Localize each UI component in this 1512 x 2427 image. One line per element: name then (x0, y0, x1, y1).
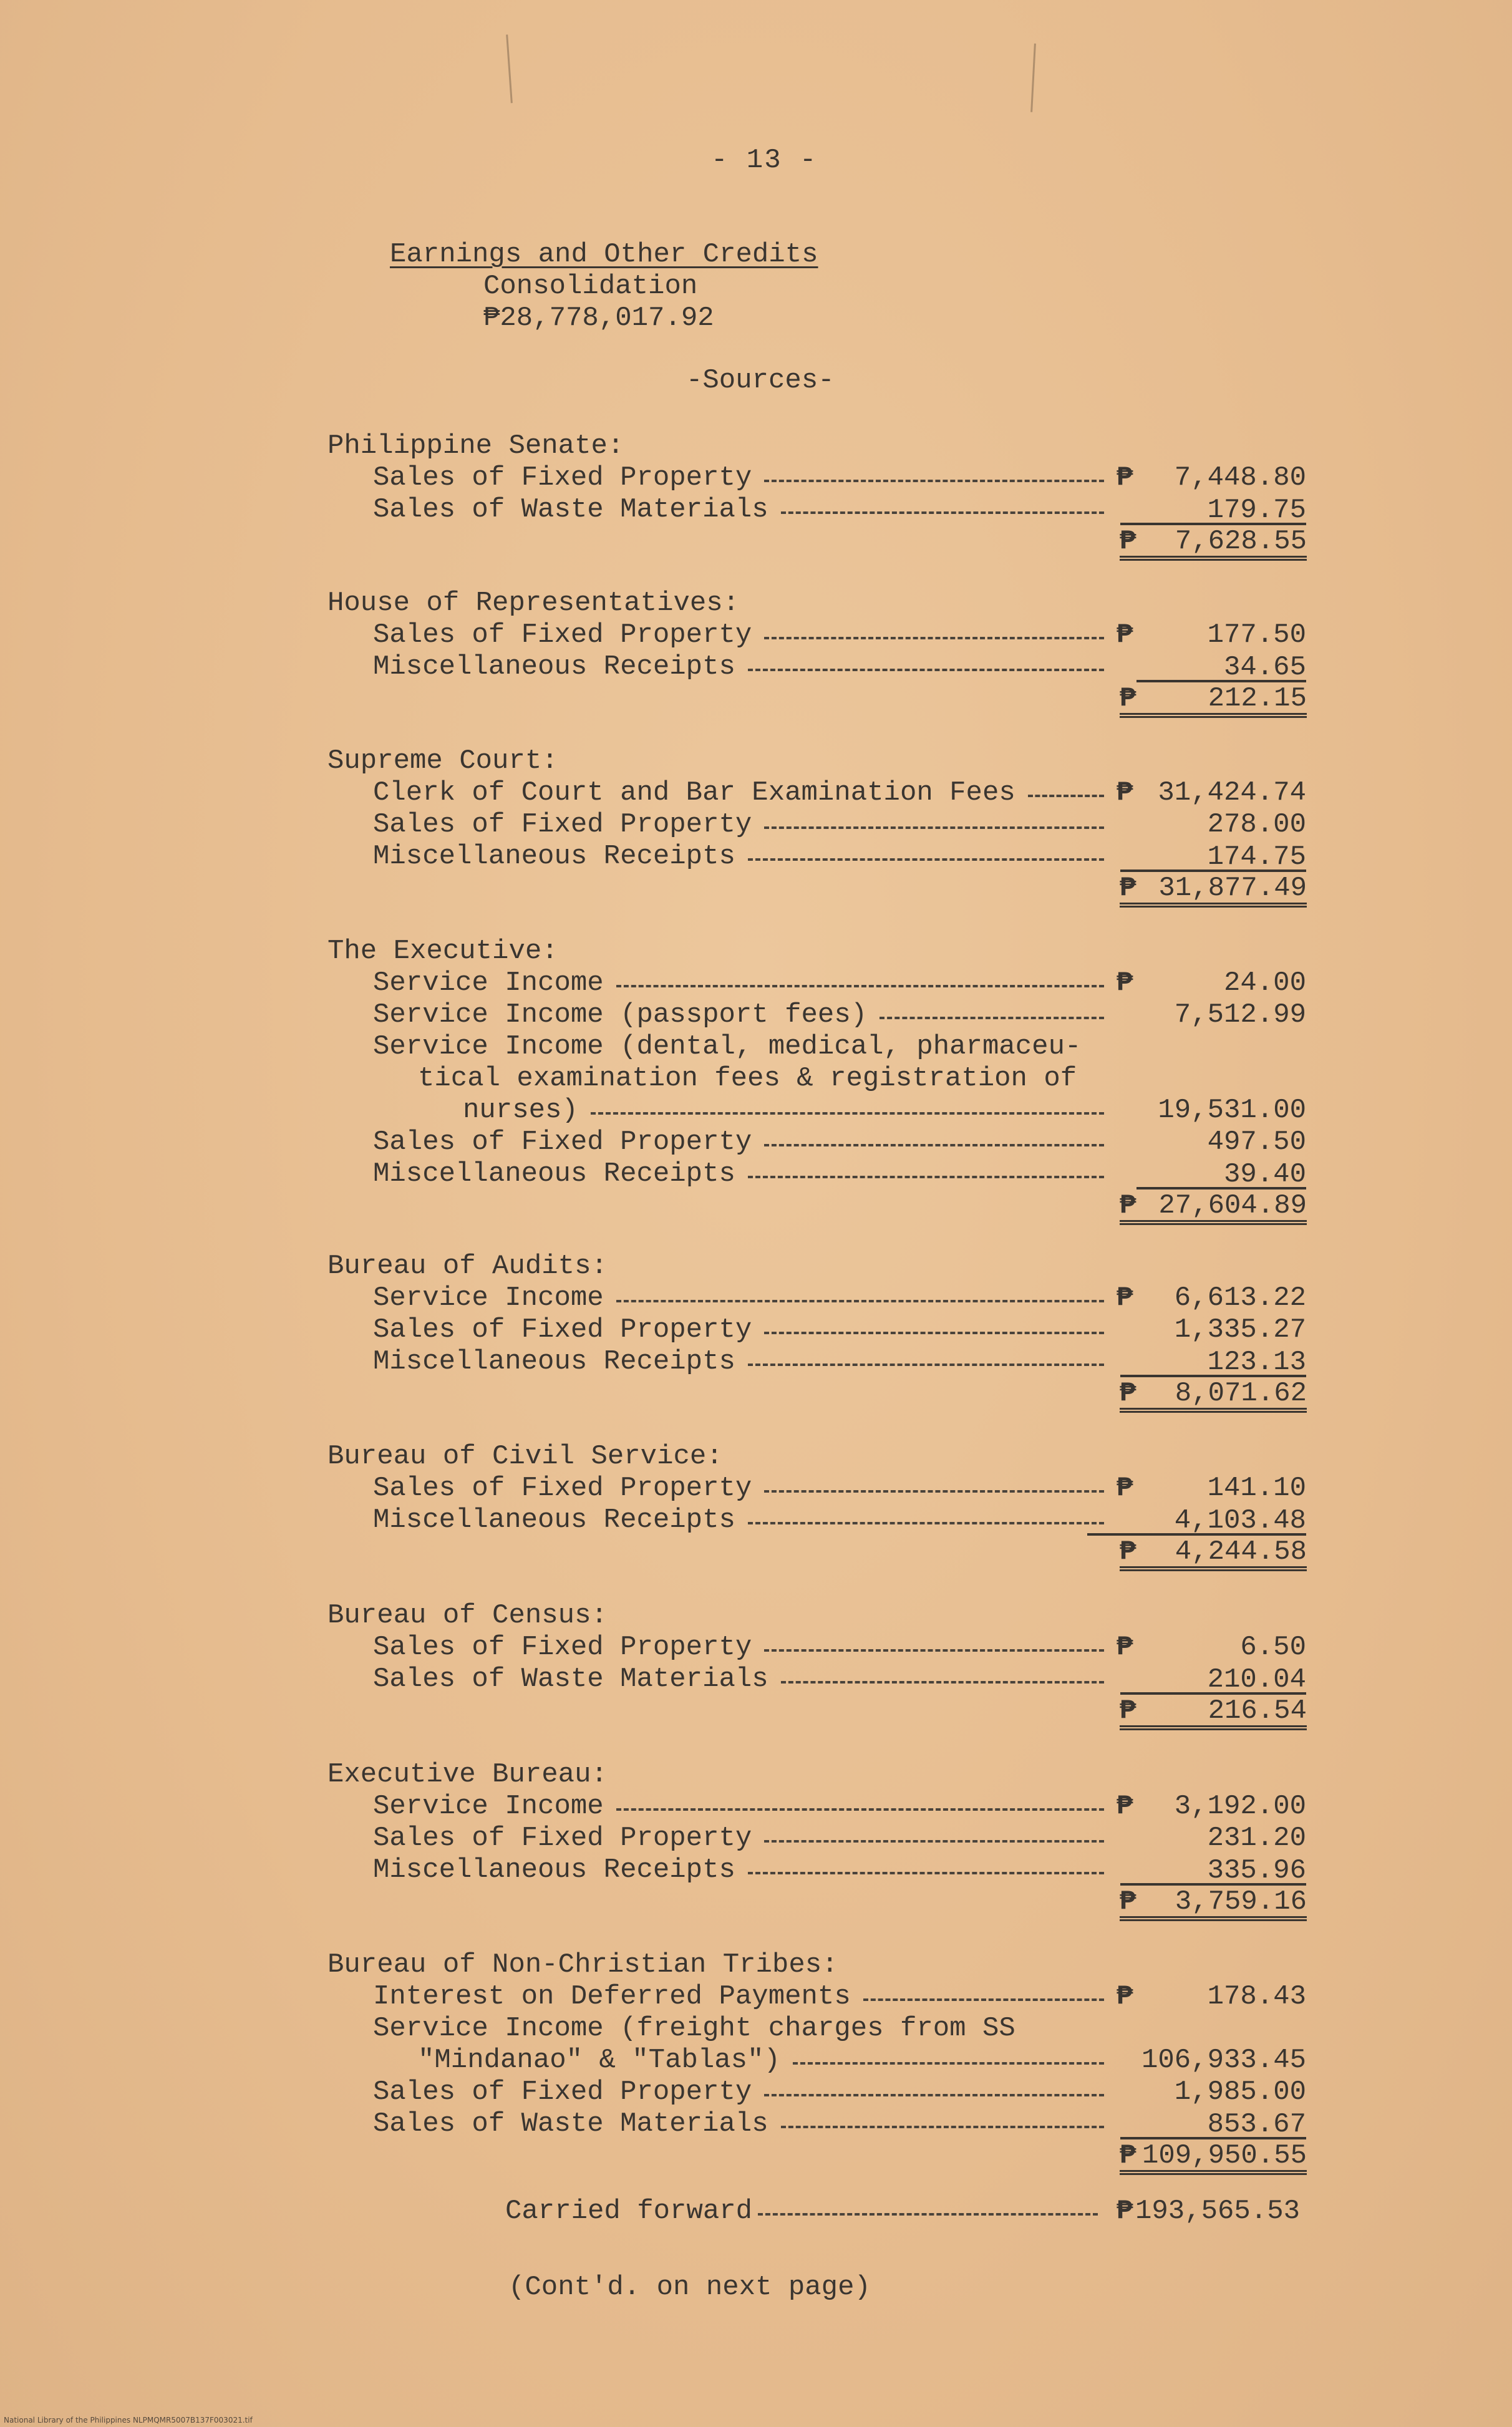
section-name: Executive Bureau: (327, 1759, 608, 1790)
line-item-amount: 7,448.80 (1174, 462, 1306, 493)
section-name: Bureau of Census: (327, 1600, 608, 1631)
section-total (1120, 2140, 1307, 2175)
peso-sign: ₱ (1120, 873, 1136, 904)
peso-sign: ₱ (1117, 462, 1133, 493)
section-total (1120, 1695, 1307, 1730)
peso-sign: ₱ (1120, 526, 1136, 557)
line-item-label: Service Income (passport fees) (373, 999, 868, 1030)
section-5 (0, 1251, 1512, 1410)
section-total (1120, 873, 1307, 908)
sources-label: -Sources- (686, 365, 835, 396)
line-item-label: Service Income (dental, medical, pharmaceu- (373, 1031, 1082, 1062)
line-item-row (0, 1031, 1512, 1063)
section-8 (0, 1759, 1512, 1918)
line-item-amount: 179.75 (1120, 498, 1306, 525)
leader-dashes (781, 511, 1104, 514)
line-item-amount: 39.40 (1136, 1162, 1306, 1189)
section-total-row (0, 1695, 1512, 1727)
leader-dashes (1028, 795, 1104, 797)
line-item-label: Sales of Fixed Property (373, 462, 752, 493)
line-item-amount: 24.00 (1223, 967, 1306, 999)
line-item-row (0, 1854, 1512, 1886)
line-item-row (0, 1473, 1512, 1504)
line-item-label: Sales of Waste Materials (373, 494, 768, 525)
section-1 (0, 430, 1512, 558)
leader-dashes (764, 826, 1104, 829)
line-item-amount: 210.04 (1120, 1667, 1306, 1695)
line-item-label: Interest on Deferred Payments (373, 1981, 851, 2012)
line-item-label: Service Income (freight charges from SS (373, 2013, 1015, 2044)
line-item-label: "Mindanao" & "Tablas") (418, 2045, 780, 2076)
section-total-row (0, 683, 1512, 715)
leader-dashes (764, 1840, 1104, 1843)
section-total (1120, 1886, 1307, 1921)
heading-title: Earnings and Other Credits (390, 239, 818, 270)
line-item-label: Sales of Fixed Property (373, 1632, 752, 1663)
peso-sign: ₱ (1120, 2140, 1136, 2171)
line-item-amount: 3,192.00 (1174, 1791, 1306, 1822)
line-item-amount: 34.65 (1136, 655, 1306, 682)
leader-dashes (863, 1998, 1104, 2001)
heading-subtitle: Consolidation (483, 271, 698, 302)
section-header-row (0, 430, 1512, 462)
line-item-amount: 497.50 (1207, 1126, 1306, 1158)
line-item-label: Sales of Fixed Property (373, 2076, 752, 2108)
section-total-row (0, 2140, 1512, 2172)
peso-sign: ₱ (1120, 1378, 1136, 1409)
section-name: House of Representatives: (327, 588, 740, 619)
section-header-row (0, 588, 1512, 619)
peso-sign: ₱ (1117, 1981, 1133, 2012)
line-item-label: nurses) (463, 1095, 578, 1126)
leader-dashes (591, 1112, 1104, 1115)
leader-dashes (793, 2062, 1104, 2065)
section-total-row (0, 1378, 1512, 1410)
line-item-row (0, 967, 1512, 999)
section-total-row (0, 873, 1512, 904)
line-item-row (0, 1314, 1512, 1346)
line-item-label: Miscellaneous Receipts (373, 1346, 735, 1377)
line-item-row (0, 494, 1512, 526)
line-item-row (0, 2076, 1512, 2108)
line-item-label: Miscellaneous Receipts (373, 1854, 735, 1886)
section-header-row (0, 1949, 1512, 1981)
section-name: Bureau of Non-Christian Tribes: (327, 1949, 838, 1980)
carried-forward-label: Carried forward (505, 2196, 753, 2227)
peso-sign: ₱ (1120, 1695, 1136, 1727)
page-number: - 13 - (711, 145, 818, 176)
line-item-label: Miscellaneous Receipts (373, 1158, 735, 1189)
line-item-label: Sales of Fixed Property (373, 1823, 752, 1854)
leader-dashes (764, 637, 1104, 639)
section-name: Supreme Court: (327, 745, 558, 777)
line-item-label: Clerk of Court and Bar Examination Fees (373, 777, 1015, 808)
leader-dashes (758, 2213, 1098, 2216)
peso-sign: ₱ (1120, 683, 1136, 714)
document-heading (390, 239, 818, 334)
peso-sign: ₱ (1117, 967, 1133, 999)
leader-dashes (616, 985, 1104, 987)
section-total-row (0, 1536, 1512, 1568)
section-2 (0, 588, 1512, 715)
line-item-amount: 6.50 (1240, 1632, 1306, 1663)
leader-dashes (764, 1649, 1104, 1652)
line-item-row (0, 809, 1512, 841)
leader-dashes (764, 1332, 1104, 1334)
line-item-row (0, 1158, 1512, 1190)
section-total (1120, 526, 1307, 561)
line-item-amount: 141.10 (1207, 1473, 1306, 1504)
section-header-row (0, 1251, 1512, 1282)
leader-dashes (764, 1144, 1104, 1146)
leader-dashes (748, 858, 1104, 861)
peso-sign: ₱ (1117, 2196, 1133, 2227)
section-total-amount: 109,950.55 (1141, 2140, 1307, 2171)
leader-dashes (781, 1681, 1104, 1683)
section-total-amount: 216.54 (1208, 1695, 1307, 1727)
peso-sign: ₱ (1120, 1190, 1136, 1221)
leader-dashes (748, 669, 1104, 671)
line-item-amount: 178.43 (1207, 1981, 1306, 2012)
leader-dashes (748, 1522, 1104, 1524)
peso-sign: ₱ (1120, 1886, 1136, 1917)
leader-dashes (764, 1490, 1104, 1493)
line-item-amount: 7,512.99 (1174, 999, 1306, 1030)
line-item-label: Sales of Fixed Property (373, 809, 752, 840)
section-7 (0, 1600, 1512, 1727)
section-header-row (0, 936, 1512, 967)
peso-sign: ₱ (1117, 1473, 1133, 1504)
section-total-row (0, 1190, 1512, 1222)
line-item-label: Miscellaneous Receipts (373, 1504, 735, 1536)
line-item-label: Miscellaneous Receipts (373, 651, 735, 682)
line-item-amount: 174.75 (1120, 845, 1306, 872)
line-item-row (0, 777, 1512, 809)
leader-dashes (748, 1176, 1104, 1178)
section-total-row (0, 526, 1512, 558)
section-name: Bureau of Audits: (327, 1251, 608, 1282)
leader-dashes (616, 1808, 1104, 1811)
line-item-label: Service Income (373, 967, 604, 999)
section-header-row (0, 1600, 1512, 1632)
leader-dashes (764, 480, 1104, 482)
line-item-amount: 106,933.45 (1141, 2045, 1306, 2076)
line-item-amount: 1,985.00 (1174, 2076, 1306, 2108)
section-total-amount: 8,071.62 (1175, 1378, 1307, 1409)
leader-dashes (748, 1872, 1104, 1874)
line-item-label: Sales of Fixed Property (373, 1126, 752, 1158)
line-item-row (0, 1791, 1512, 1823)
section-name: Bureau of Civil Service: (327, 1441, 723, 1472)
section-header-row (0, 1441, 1512, 1473)
section-3 (0, 745, 1512, 904)
line-item-label: Miscellaneous Receipts (373, 841, 735, 872)
leader-dashes (616, 1300, 1104, 1302)
peso-sign: ₱ (1117, 777, 1133, 808)
line-item-row (0, 619, 1512, 651)
line-item-amount: 278.00 (1207, 809, 1306, 840)
line-item-continuation (0, 1095, 1512, 1126)
peso-sign: ₱ (1117, 1282, 1133, 1314)
line-item-row (0, 2108, 1512, 2140)
line-item-amount: 177.50 (1207, 619, 1306, 651)
peso-sign: ₱ (1120, 1536, 1136, 1567)
section-name: Philippine Senate: (327, 430, 624, 462)
peso-sign: ₱ (1117, 1791, 1133, 1822)
section-total (1120, 683, 1307, 718)
line-item-row (0, 462, 1512, 494)
peso-sign: ₱ (1117, 1632, 1133, 1663)
line-item-label: Sales of Fixed Property (373, 1473, 752, 1504)
section-name: The Executive: (327, 936, 558, 967)
continued-note: (Cont'd. on next page) (508, 2272, 871, 2303)
section-6 (0, 1441, 1512, 1568)
line-item-label: Service Income (373, 1282, 604, 1314)
leader-dashes (781, 2126, 1104, 2128)
line-item-label: Sales of Fixed Property (373, 619, 752, 651)
line-item-row (0, 1632, 1512, 1664)
line-item-row (0, 1126, 1512, 1158)
line-item-continuation (0, 2045, 1512, 2076)
carried-forward-amount: 193,565.53 (1135, 2196, 1300, 2227)
section-total-row (0, 1886, 1512, 1918)
line-item-amount: 31,424.74 (1158, 777, 1306, 808)
line-item-amount: 6,613.22 (1174, 1282, 1306, 1314)
section-total-amount: 4,244.58 (1175, 1536, 1307, 1567)
section-total-amount: 31,877.49 (1158, 873, 1307, 904)
line-item-row (0, 651, 1512, 683)
line-item-row (0, 1664, 1512, 1695)
section-total-amount: 212.15 (1208, 683, 1307, 714)
leader-dashes (748, 1364, 1104, 1366)
line-item-row (0, 1504, 1512, 1536)
section-header-row (0, 745, 1512, 777)
line-item-amount: 335.96 (1120, 1858, 1306, 1886)
peso-sign: ₱ (1117, 619, 1133, 651)
leader-dashes (764, 2094, 1104, 2096)
line-item-row (0, 2013, 1512, 2045)
line-item-label: Sales of Waste Materials (373, 1664, 768, 1695)
line-item-row (0, 1346, 1512, 1378)
section-total (1120, 1536, 1307, 1571)
line-item-label: tical examination fees & registration of (418, 1063, 1077, 1094)
section-total-amount: 27,604.89 (1158, 1190, 1307, 1221)
line-item-row (0, 1282, 1512, 1314)
line-item-row (0, 1981, 1512, 2013)
section-total-amount: 7,628.55 (1175, 526, 1307, 557)
line-item-amount: 4,103.48 (1087, 1508, 1306, 1536)
heading-total: ₱28,778,017.92 (483, 303, 714, 334)
leader-dashes (880, 1017, 1104, 1019)
line-item-row (0, 999, 1512, 1031)
line-item-amount: 123.13 (1120, 1350, 1306, 1377)
line-item-amount: 231.20 (1207, 1823, 1306, 1854)
archive-footer: National Library of the Philippines NLPMQMR5007B137F003021.tif (4, 2416, 253, 2425)
section-total (1120, 1378, 1307, 1413)
line-item-continuation (0, 1063, 1512, 1095)
line-item-label: Sales of Waste Materials (373, 2108, 768, 2139)
line-item-row (0, 841, 1512, 873)
section-9 (0, 1949, 1512, 2172)
line-item-label: Service Income (373, 1791, 604, 1822)
line-item-amount: 1,335.27 (1174, 1314, 1306, 1345)
section-total (1120, 1190, 1307, 1225)
line-item-amount: 853.67 (1120, 2112, 1306, 2139)
section-total-amount: 3,759.16 (1175, 1886, 1307, 1917)
carried-forward-row (0, 2196, 1512, 2227)
line-item-amount: 19,531.00 (1158, 1095, 1306, 1126)
line-item-row (0, 1823, 1512, 1854)
line-item-label: Sales of Fixed Property (373, 1314, 752, 1345)
section-header-row (0, 1759, 1512, 1791)
section-4 (0, 936, 1512, 1222)
